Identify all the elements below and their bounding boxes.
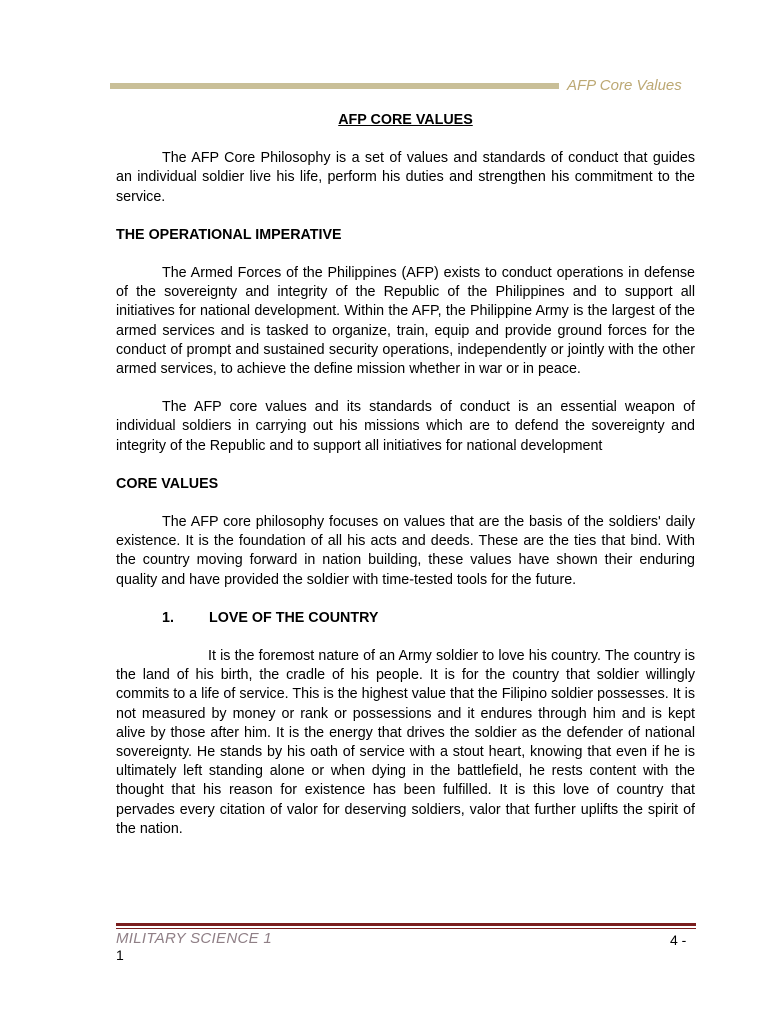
footer-page-number-continued: 1	[116, 947, 124, 963]
paragraph-core-philosophy: The AFP core philosophy focuses on values that are the basis of the soldiers' daily existence. It is the foundation of all his acts and deeds. These are the ties that bind. With the country moving forward in nation building, these values have shown their enduring quality and have provided the soldier with time-tested tools for the future.	[116, 514, 695, 588]
section-heading-operational-imperative: THE OPERATIONAL IMPERATIVE	[116, 226, 342, 243]
intro-paragraph: The AFP Core Philosophy is a set of values and standards of conduct that guides an individual soldier live his life, perform his duties and strengthen his commitment to the service.	[116, 150, 695, 205]
document-title: AFP CORE VALUES	[338, 112, 473, 128]
item-heading: LOVE OF THE COUNTRY	[209, 609, 379, 626]
footer-rule-thin	[116, 928, 696, 929]
running-header: AFP Core Values	[567, 77, 682, 94]
numbered-heading-love-of-country	[116, 609, 695, 628]
footer-page-number: 4 -	[670, 932, 687, 948]
paragraph-love-of-country: It is the foremost nature of an Army soldier to love his country. The country is the land of his birth, the cradle of his people. It is for the country that soldier willingly commits to a life of service. This is the highest value that the Filipino soldier possesses. It is not measured by money or rank or possessions and it endures through him and is kept alive by those after him. It is the energy that drives the soldier as the defender of national sovereignty. He stands by his oath of service with a stout heart, knowing that even if he is ultimately left standing alone or when dying in the battlefield, he rests content with the thought that his reason for existence has been fulfilled. It is this love of country that pervades every citation of valor for deserving soldiers, valor that further uplifts the spirit of the nation.	[116, 648, 695, 837]
section-heading-core-values: CORE VALUES	[116, 475, 219, 492]
paragraph-core-values-weapon: The AFP core values and its standards of conduct is an essential weapon of individual soldiers in carrying out his missions which are to defend the sovereignty and integrity of the Republic and to support all initiatives for national development	[116, 399, 695, 454]
item-number: 1.	[162, 609, 174, 626]
header-rule	[110, 83, 559, 89]
paragraph-afp-mission: The Armed Forces of the Philippines (AFP) exists to conduct operations in defense of the sovereignty and integrity of the Republic of the Philippines and to support all initiatives for national development. Within the AFP, the Philippine Army is the largest of the armed services and is tasked to organize, train, equip and provide ground forces for the conduct of prompt and sustained security operations, independently or jointly with the other armed services, to achieve the define mission whether in war or in peace.	[116, 265, 695, 378]
footer-rule-thick	[116, 923, 696, 926]
page-body	[116, 111, 695, 858]
footer-course-title: MILITARY SCIENCE 1	[116, 930, 272, 947]
